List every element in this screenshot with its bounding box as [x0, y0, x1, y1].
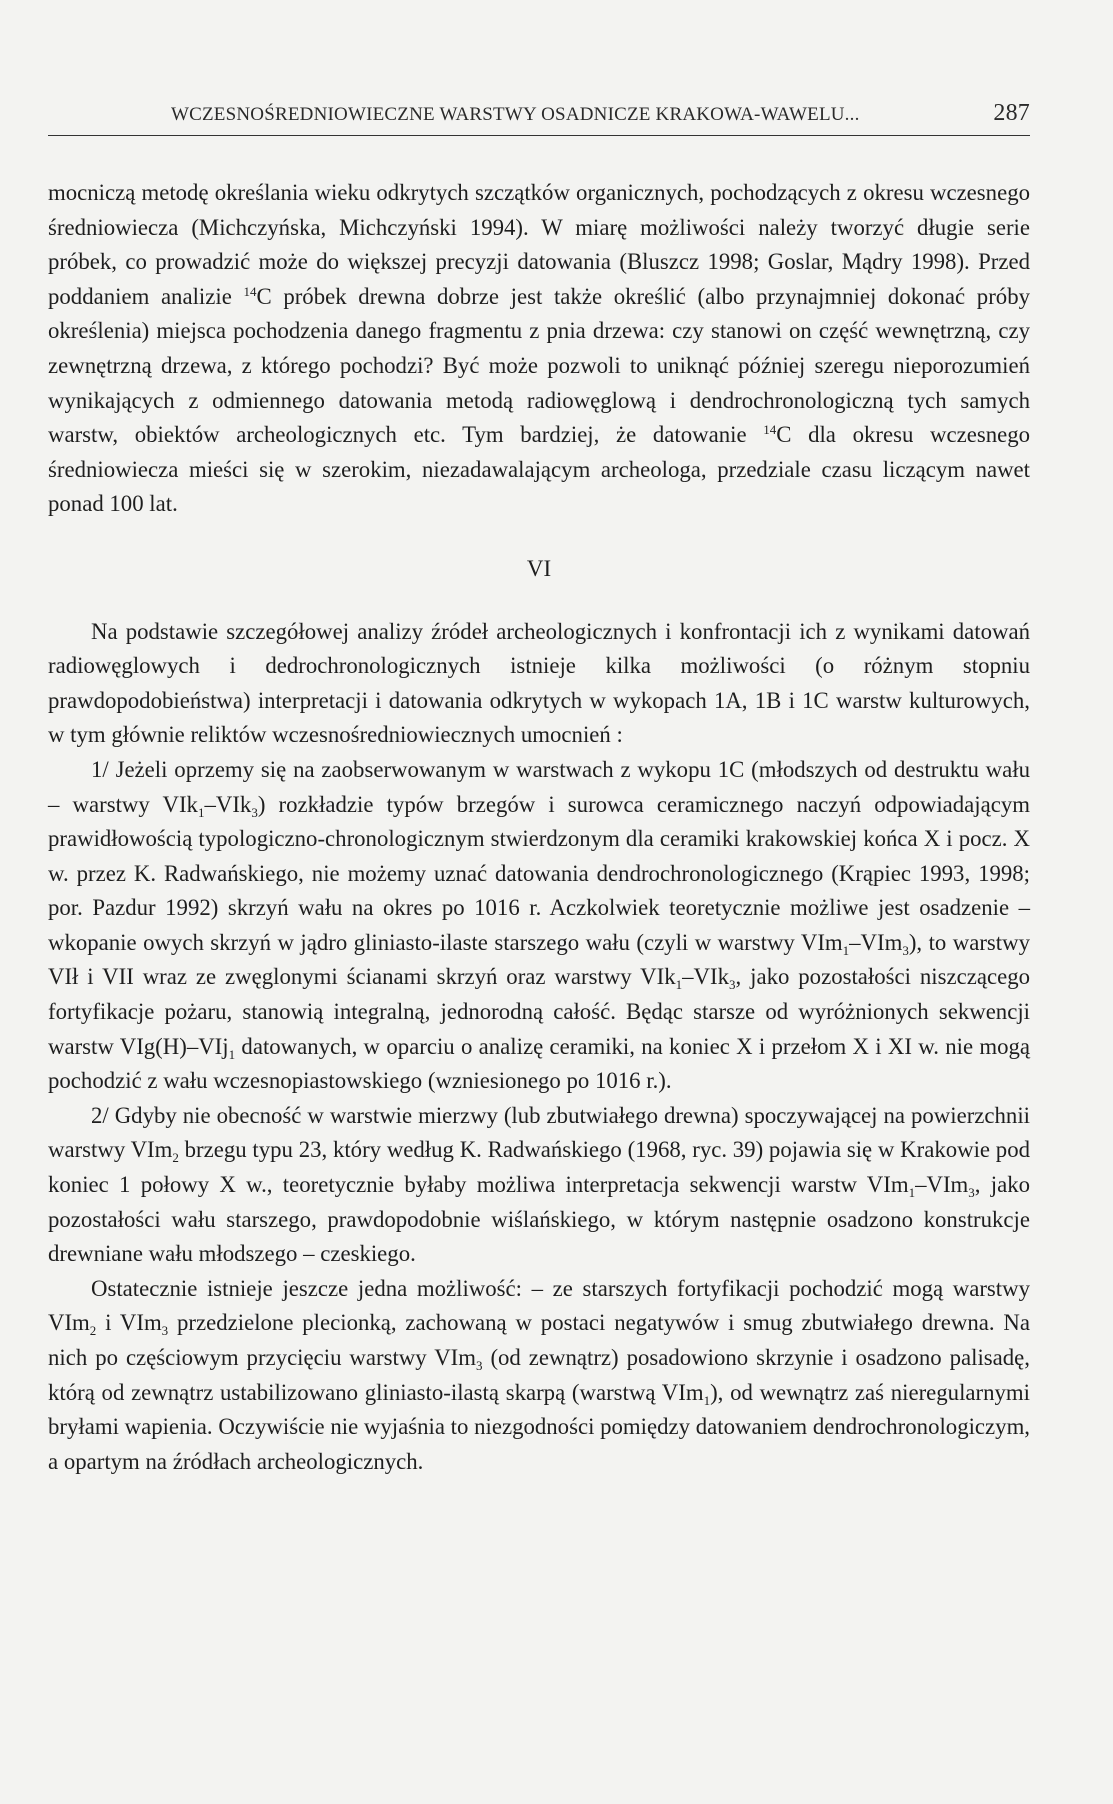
text-run: ) rozkładzie typów brzegów i surowca ceramicznego naczyń odpowiadającym prawidłowością typologiczno-chronologicznym stwierdzonym dla ceramiki krakowskiej końca X i pocz. X w. przez K. Radwańskiego, nie możemy uznać datowania dendrochronologicznego (Krąpiec 1993, 1998; por. Pazdur 1992) skrzyń wału na okres po 1016 r. Aczkolwiek teoretycznie możliwe jest osadzenie – wkopanie owych skrzyń w jądro gliniasto-ilaste starszego wału (czyli w warstwy VIm — [48, 791, 1030, 955]
text-run: Ostatecznie istnieje jeszcze jedna możliwość: – ze starszych fortyfikacji pochodzić mogą warstwy VIm — [48, 1275, 1030, 1336]
paragraph-4 — [48, 1099, 1030, 1272]
text-run: ), od wewnątrz zaś nieregularnymi bryłami wapienia. Oczywiście nie wyjaśnia to niezgodności pomiędzy datowaniem dendrochronologiczym, a opartym na źródłach archeologicznych. — [48, 1379, 1030, 1474]
subscript: 1 — [675, 977, 683, 993]
paragraph-5 — [48, 1272, 1030, 1480]
text-run: –VIk — [682, 964, 729, 990]
subscript: 2 — [172, 1150, 179, 1166]
text-run: przedzielone plecionką, zachowaną w postaci negatywów i smug zbutwiałego drewna. Na nich po częściowym przycięciu warstwy VIm — [48, 1310, 1030, 1370]
text-run: brzegu typu 23, który według K. Radwańskiego (1968, ryc. 39) pojawia się w Krakowie pod koniec 1 połowy X w., teoretycznie byłaby możliwa interpretacja sekwencji warstw VIm — [48, 1137, 1030, 1198]
text-run: , jako pozostałości niszczącego fortyfikacje pożaru, stanowią integralną, jednorodną całość. Będąc starsze od wyróżnionych sekwencji warstw VIg(H)–VIj — [48, 964, 1030, 1059]
page-body — [48, 176, 1030, 1479]
subscript: 1 — [703, 1392, 711, 1408]
superscript: 14 — [763, 422, 777, 438]
text-run: –VIk — [204, 791, 252, 817]
paragraph-3 — [48, 753, 1030, 1099]
subscript: 3 — [476, 1358, 483, 1373]
paragraph-2: Na podstawie szczegółowej analizy źródeł archeologicznych i konfrontacji ich z wynikami datowań radiowęglowych i dedrochronologicznych istnieje kilka możliwości (o różnym stopniu prawdopodobieństwa) interpretacji i datowania odkrytych w wykopach 1A, 1B i 1C warstw kulturowych, w tym głównie reliktów wczesnośredniowiecznych umocnień : — [48, 618, 1030, 748]
subscript: 3 — [161, 1323, 169, 1339]
text-run: –VIm — [915, 1172, 969, 1198]
text-run: 1/ Jeżeli oprzemy się na zaobserwowanym w warstwach z wykopu 1C (młodszych od destruktu wału – warstwy VIk — [48, 756, 1030, 817]
text-run: C dla okresu wczesnego średniowiecza mieści się w szerokim, niezadawalającym archeologa, przedziale czasu liczącym nawet ponad 100 lat. — [48, 422, 1031, 517]
text-run: mocniczą metodę określania wieku odkrytych szczątków organicznych, pochodzących z okresu wczesnego średniowiecza (Michczyńska, Michczyński 1994). W miarę możliwości należy tworzyć długie serie próbek, co prowadzić może do większej precyzji datowania (Bluszcz 1998; Goslar, Mądry 1998). Przed poddaniem analizie — [48, 180, 1030, 309]
subscript: 2 — [89, 1323, 97, 1339]
subscript: 3 — [902, 942, 909, 958]
subscript: 1 — [842, 942, 850, 958]
text-run: C próbek drewna dobrze jest także określić (albo przynajmniej dokonać próby określenia) miejsca pochodzenia danego fragmentu z pnia drzewa: czy stanowi on część wewnętrzną, czy zewnętrzną drzewa, z którego pochodzi? Być może pozwoli to uniknąć później szeregu nieporozumień wynikających z odmiennego datowania metodą radiowęglową i dendrochronologiczną tych samych warstw, obiektów archeologicznych etc. Tym bardziej, że datowanie — [48, 283, 1030, 448]
subscript: 3 — [729, 977, 736, 993]
subscript: 3 — [251, 804, 258, 820]
text-run: (od zewnątrz) posadowiono skrzynie i osadzono palisadę, którą od zewnątrz ustabilizowano gliniasto-ilastą skarpą (warstwą VIm — [48, 1345, 1030, 1405]
subscript: 1 — [197, 804, 205, 820]
subscript: 3 — [968, 1185, 975, 1201]
text-run: 2/ Gdyby nie obecność w warstwie mierzwy (lub zbutwiałego drewna) spoczywającej na powierzchnii warstwy VIm — [48, 1102, 1030, 1163]
text-run: –VIm — [849, 929, 903, 955]
subscript: 1 — [908, 1185, 916, 1201]
section-heading: VI — [526, 555, 552, 581]
text-run: , jako pozostałości wału starszego, prawdopodobnie wiślańskiego, w którym następnie osadzono konstrukcje drewniane wału młodszego – czeskiego. — [48, 1172, 1031, 1267]
subscript: 1 — [228, 1046, 236, 1062]
text-run: datowanych, w oparciu o analizę ceramiki, na koniec X i przełom X i XI w. nie mogą pochodzić z wału wczesnopiastowskiego (wzniesionego po 1016 r.). — [48, 1033, 1031, 1094]
superscript: 14 — [243, 283, 257, 299]
paragraph-1 — [48, 176, 1030, 522]
text-run: i VIm — [96, 1310, 162, 1336]
header-rule — [48, 135, 1030, 136]
text-run: ), to warstwy VIł i VII wraz ze zwęglonymi ścianami skrzyń oraz warstwy VIk — [48, 929, 1030, 990]
running-title: WCZESNOŚREDNIOWIECZNE WARSTWY OSADNICZE KRAKOWA-WAWELU... — [171, 104, 860, 125]
page-number: 287 — [993, 100, 1030, 126]
